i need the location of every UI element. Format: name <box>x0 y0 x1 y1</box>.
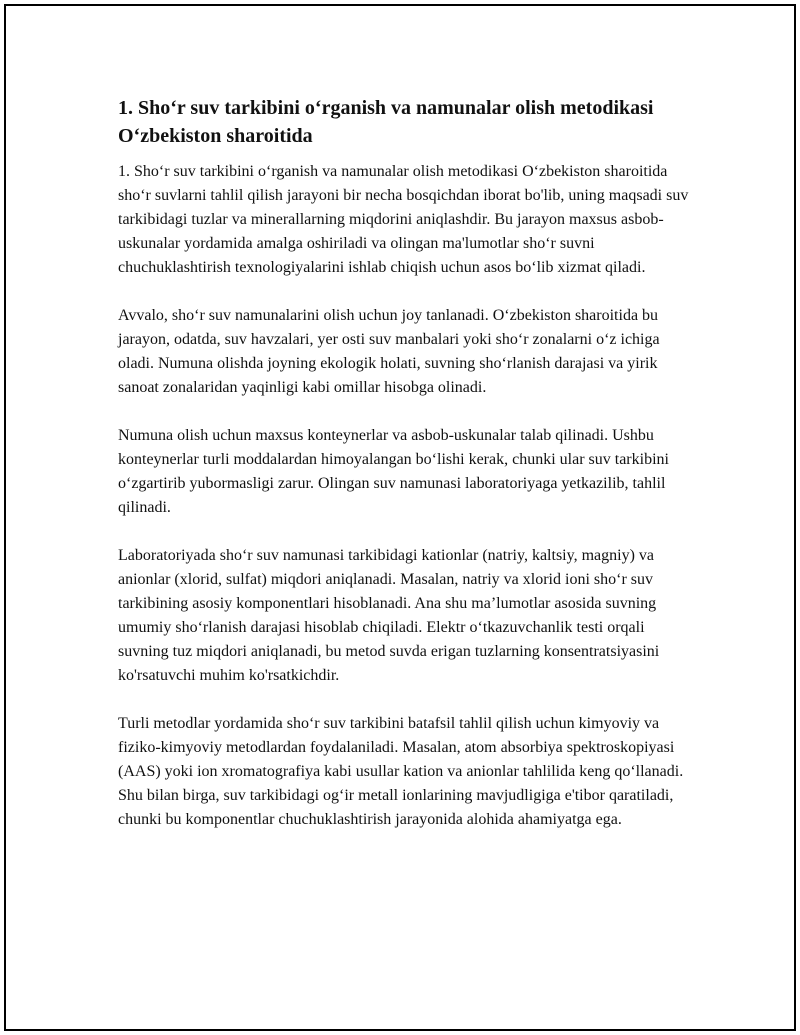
paragraph: Avvalo, sho‘r suv namunalarini olish uchun joy tanlanadi. O‘zbekiston sharoitida bu jarayon, odatda, suv havzalari, yer osti suv manbalari yoki sho‘r zonalarni o‘z ichiga oladi. Numuna olishda joyning ekologik holati, suvning sho‘rlanish darajasi va yirik sanoat zonalaridan yaqinligi kabi omillar hisobga olinadi. <box>118 307 660 396</box>
paragraph: 1. Sho‘r suv tarkibini o‘rganish va namunalar olish metodikasi O‘zbekiston sharoitida sho‘r suvlarni tahlil qilish jarayoni bir necha bosqichdan iborat bo'lib, uning maqsadi suv tarkibidagi tuzlar va minerallarning miqdorini aniqlashdir. Bu jarayon maxsus asbob-uskunalar yordamida amalga oshiriladi va olingan ma'lumotlar sho‘r suvni chuchuklashtirish texnologiyalarini ishlab chiqish uchun asos bo‘lib xizmat qiladi. <box>118 163 689 276</box>
paragraph: Numuna olish uchun maxsus konteynerlar va asbob-uskunalar talab qilinadi. Ushbu konteynerlar turli moddalardan himoyalangan bo‘lishi kerak, chunki ular suv tarkibini o‘zgartirib yubormasligi zarur. Olingan suv namunasi laboratoriyaga yetkazilib, tahlil qilinadi. <box>118 427 669 516</box>
document-title: 1. Sho‘r suv tarkibini o‘rganish va namunalar olish metodikasi O‘zbekiston sharoitida <box>118 97 654 147</box>
paragraph: Laboratoriyada sho‘r suv namunasi tarkibidagi kationlar (natriy, kaltsiy, magniy) va anionlar (xlorid, sulfat) miqdori aniqlanadi. Masalan, natriy va xlorid ioni sho‘r suv tarkibining asosiy komponentlari hisoblanadi. Ana shu ma’lumotlar asosida suvning umumiy sho‘rlanish darajasi hisoblab chiqiladi. Elektr o‘tkazuvchanlik testi orqali suvning tuz miqdori aniqlanadi, bu metod suvda erigan tuzlarning konsentratsiyasini ko'rsatuvchi muhim ko'rsatkichdir. <box>118 547 660 684</box>
paragraph: Turli metodlar yordamida sho‘r suv tarkibini batafsil tahlil qilish uchun kimyoviy va fiziko-kimyoviy metodlardan foydalaniladi. Masalan, atom absorbiya spektroskopiyasi (AAS) yoki ion xromatografiya kabi usullar kation va anionlar tahlilida keng qo‘llanadi. Shu bilan birga, suv tarkibidagi og‘ir metall ionlarining mavjudligiga e'tibor qaratiladi, chunki bu komponentlar chuchuklashtirish jarayonida alohida ahamiyatga ega. <box>118 715 684 828</box>
document-body <box>118 94 690 856</box>
